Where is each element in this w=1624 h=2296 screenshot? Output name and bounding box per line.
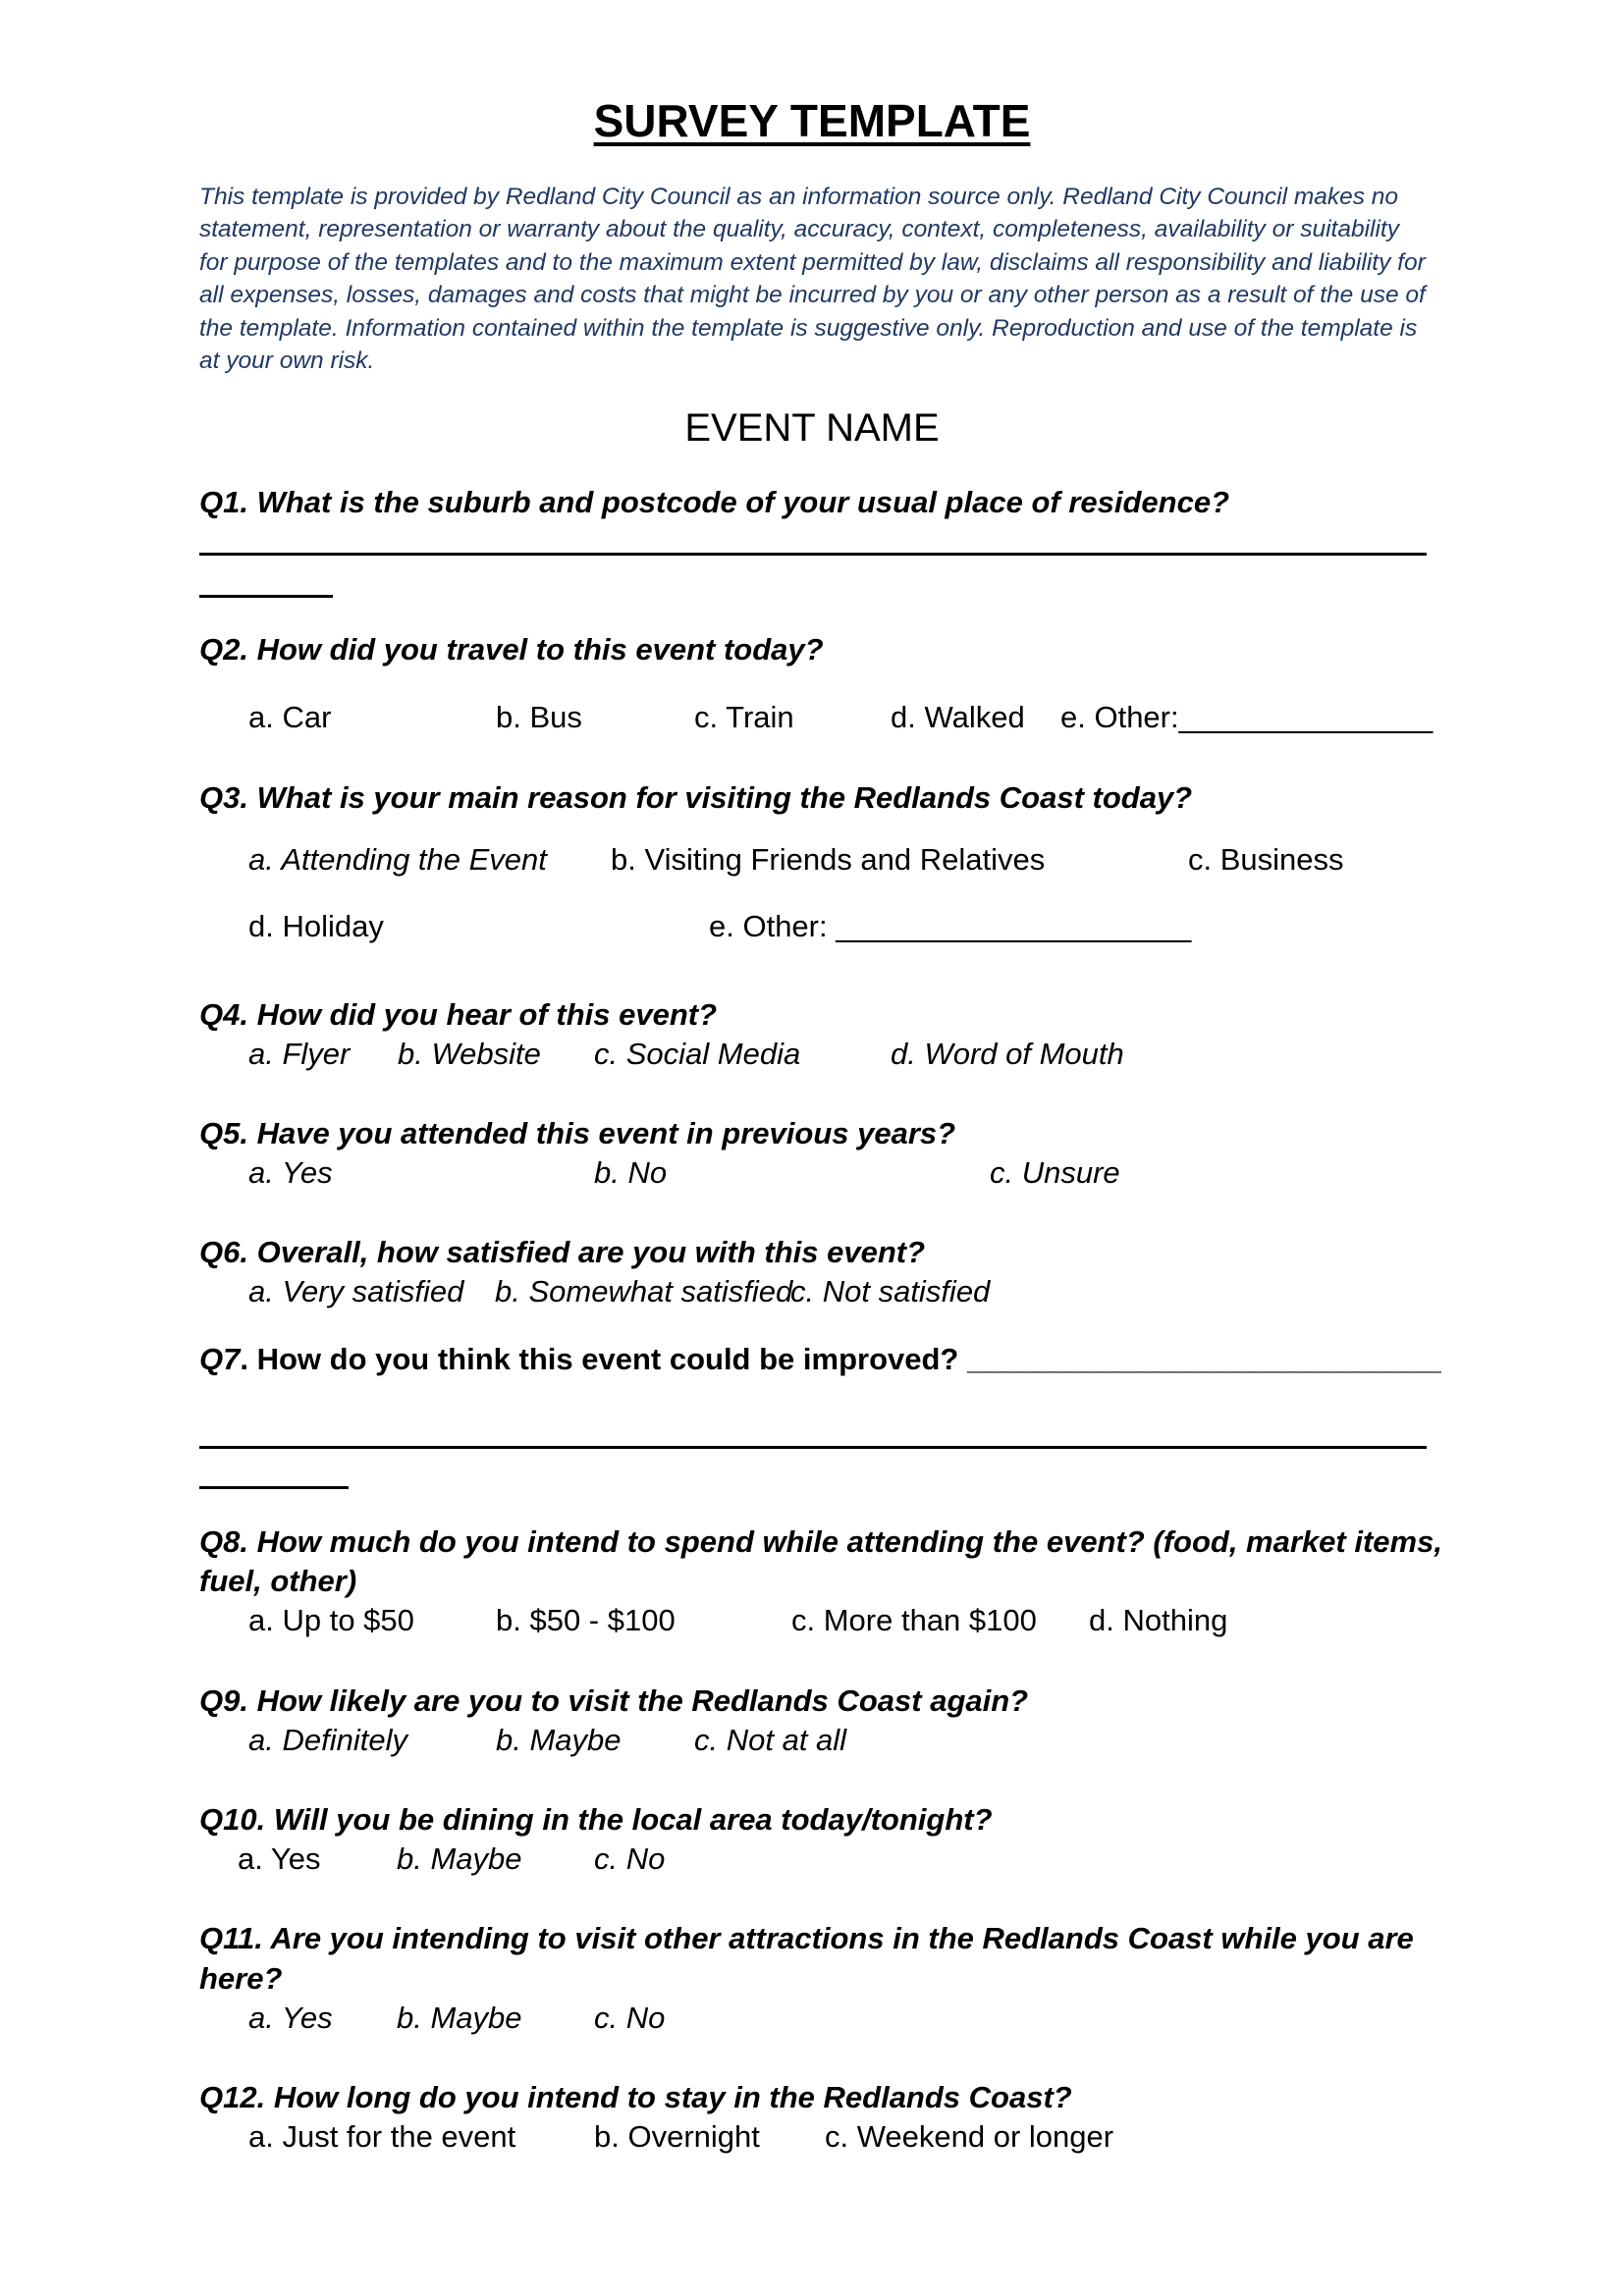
q7-text: . How do you think this event could be improved? ____________________________ [240, 1342, 1441, 1376]
disclaimer [199, 181, 1446, 377]
q3-option-e[interactable]: e. Other: _____________________ [709, 909, 1192, 943]
q3-question: Q3. What is your main reason for visiting the Redlands Coast today? [199, 780, 1193, 815]
q4-question: Q4. How did you hear of this event? [199, 997, 718, 1032]
q2-option-c[interactable]: c. Train [694, 700, 794, 734]
q12-option-a[interactable]: a. Just for the event [248, 2119, 516, 2154]
q11-question: Q11. Are you intending to visit other attractions in the Redlands Coast while you are [199, 1921, 1414, 1955]
q5-option-a[interactable]: a. Yes [248, 1155, 333, 1190]
q12-question: Q12. How long do you intend to stay in the Redlands Coast? [199, 2080, 1072, 2114]
q2-option-e[interactable]: e. Other:_______________ [1060, 700, 1434, 734]
q8-question-continued: fuel, other) [199, 1564, 357, 1598]
q5-question: Q5. Have you attended this event in previous years? [199, 1116, 956, 1150]
q2-option-a[interactable]: a. Car [248, 700, 332, 734]
disclaimer-line: at your own risk. [199, 347, 375, 375]
q12-option-b[interactable]: b. Overnight [594, 2119, 760, 2154]
q8-option-d[interactable]: d. Nothing [1089, 1603, 1228, 1637]
q11-question-continued: here? [199, 1961, 283, 1996]
q1-answer-line[interactable] [199, 553, 1427, 556]
q9-option-a[interactable]: a. Definitely [248, 1723, 407, 1757]
q2-option-d[interactable]: d. Walked [891, 700, 1025, 734]
q5-option-b[interactable]: b. No [594, 1155, 668, 1190]
q3-option-a[interactable]: a. Attending the Event [248, 842, 547, 877]
q7-answer-line-continued[interactable] [199, 1486, 349, 1489]
q9-question: Q9. How likely are you to visit the Redlands Coast again? [199, 1683, 1029, 1718]
q4-option-a[interactable]: a. Flyer [248, 1037, 351, 1071]
q9-option-b[interactable]: b. Maybe [496, 1723, 622, 1757]
q7-number: Q7 [199, 1342, 241, 1376]
q3-option-d[interactable]: d. Holiday [248, 909, 384, 943]
q6-option-c[interactable]: c. Not satisfied [790, 1274, 991, 1308]
event-name-heading: EVENT NAME [684, 406, 940, 450]
q8-option-a[interactable]: a. Up to $50 [248, 1603, 414, 1637]
q4-option-d[interactable]: d. Word of Mouth [891, 1037, 1124, 1071]
disclaimer-line: for purpose of the templates and to the maximum extent permitted by law, disclaims all responsibility and liability for [199, 248, 1426, 276]
q3-option-c[interactable]: c. Business [1188, 842, 1344, 877]
q3-option-b[interactable]: b. Visiting Friends and Relatives [611, 842, 1046, 877]
q7-answer-line[interactable] [199, 1446, 1427, 1449]
q6-option-b[interactable]: b. Somewhat satisfied [495, 1274, 793, 1308]
disclaimer-line: all expenses, losses, damages and costs that might be incurred by you or any other person as a result of the use of [199, 282, 1426, 309]
q1-answer-line-continued[interactable] [199, 595, 333, 598]
q10-option-c[interactable]: c. No [594, 1842, 666, 1876]
q8-option-c[interactable]: c. More than $100 [791, 1603, 1037, 1637]
q2-question: Q2. How did you travel to this event today? [199, 632, 824, 667]
document-title: SURVEY TEMPLATE [593, 95, 1031, 146]
q8-question: Q8. How much do you intend to spend while attending the event? (food, market items, [199, 1524, 1442, 1559]
q8-option-b[interactable]: b. $50 - $100 [496, 1603, 676, 1637]
q1-question: Q1. What is the suburb and postcode of your usual place of residence? [199, 485, 1230, 519]
q10-option-b[interactable]: b. Maybe [397, 1842, 522, 1876]
q4-option-c[interactable]: c. Social Media [594, 1037, 801, 1071]
q6-option-a[interactable]: a. Very satisfied [248, 1274, 464, 1308]
q12-option-c[interactable]: c. Weekend or longer [825, 2119, 1114, 2154]
q4-option-b[interactable]: b. Website [398, 1037, 541, 1071]
q7-question [199, 1342, 1441, 1377]
q5-option-c[interactable]: c. Unsure [990, 1155, 1120, 1190]
disclaimer-line: statement, representation or warranty about the quality, accuracy, context, completeness, availability or suitability [199, 216, 1399, 243]
q10-option-a[interactable]: a. Yes [238, 1842, 321, 1876]
disclaimer-line: the template. Information contained within the template is suggestive only. Reproduction and use of the template is [199, 314, 1418, 342]
q9-option-c[interactable]: c. Not at all [694, 1723, 847, 1757]
disclaimer-line: This template is provided by Redland City Council as an information source only. Redland City Council makes no [199, 184, 1399, 210]
q11-option-c[interactable]: c. No [594, 2001, 666, 2035]
q10-question: Q10. Will you be dining in the local area today/tonight? [199, 1802, 993, 1837]
q11-option-a[interactable]: a. Yes [248, 2001, 333, 2035]
q2-option-b[interactable]: b. Bus [496, 700, 582, 734]
q6-question: Q6. Overall, how satisfied are you with this event? [199, 1235, 926, 1269]
q11-option-b[interactable]: b. Maybe [397, 2001, 522, 2035]
